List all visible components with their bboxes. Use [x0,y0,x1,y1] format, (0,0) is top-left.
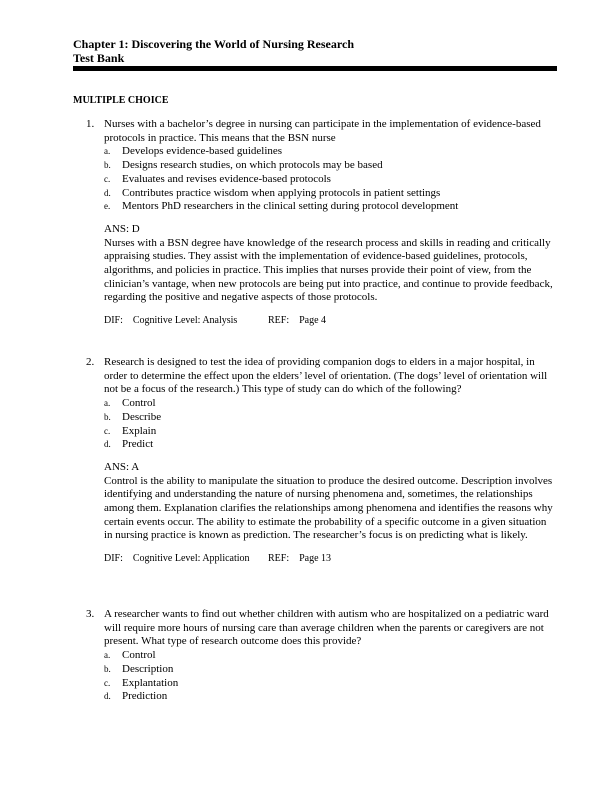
option-text: Designs research studies, on which protocols may be based [122,159,383,172]
option-e [104,200,556,214]
answer-options [104,649,556,704]
question-number: 1. [86,118,95,130]
option-d [104,187,556,201]
option-text: Control [122,397,156,410]
option-letter: a. [104,146,111,157]
option-letter: a. [104,650,111,661]
header-rule [73,66,557,71]
option-letter: b. [104,663,111,674]
page-header [73,37,557,65]
option-text: Explain [122,424,157,437]
answer-options [104,145,556,214]
page-reference: REF: Page 4 [268,315,327,327]
option-letter: b. [104,160,111,171]
test-bank-subtitle: Test Bank [73,51,125,65]
question-number: 3. [86,608,95,620]
page-reference: REF: Page 13 [268,553,332,565]
option-letter: d. [104,187,111,198]
question-number: 2. [86,356,95,368]
option-text: Explantation [122,676,179,689]
option-c [104,173,556,187]
option-letter: a. [104,398,111,409]
answer-rationale: Control is the ability to manipulate the situation to produce the desired outcome. Description involves identifying and understanding the nature of nursing phenomena and, sometimes, the relationships among them. Explanation clarifies the relationships among phenomena and identifies the reasons why certain events occur. The ability to estimate the probability of a specific outcome in a given situation in nursing practice is known as prediction. The researcher’s focus is on predicting what is likely. [104,474,553,542]
answer-key: ANS: A [104,460,140,473]
option-letter: c. [104,173,111,184]
option-text: Prediction [122,690,168,703]
option-text: Control [122,649,156,662]
option-d [104,438,556,452]
option-text: Evaluates and revises evidence-based protocols [122,172,331,185]
option-a [104,145,556,159]
option-c [104,677,556,691]
option-text: Contributes practice wisdom when applying protocols in patient settings [122,186,441,199]
option-letter: d. [104,439,111,450]
option-letter: e. [104,201,111,212]
option-letter: b. [104,411,111,422]
option-letter: d. [104,691,111,702]
option-text: Mentors PhD researchers in the clinical setting during protocol development [122,200,459,213]
option-b [104,663,556,677]
option-text: Describe [122,410,162,423]
option-a [104,649,556,663]
option-text: Description [122,662,174,675]
answer-block [104,461,556,543]
option-text: Predict [122,438,154,451]
question-meta [104,314,556,328]
chapter-title: Chapter 1: Discovering the World of Nursing Research [73,37,354,51]
question-2 [86,356,556,566]
answer-block [104,223,556,305]
section-title: MULTIPLE CHOICE [73,95,169,106]
answer-rationale: Nurses with a BSN degree have knowledge of the research process and skills in reading and critically appraising studies. They assist with the implementation of evidence-based guidelines, protocols, algorithms, and policies in practice. This implies that nurses provide their point of view, from the clinician’s vantage, when new protocols are being put into practice, and continue to provide feedback, regarding the positive and negative aspects of those protocols. [104,236,553,304]
option-c [104,425,556,439]
option-letter: c. [104,677,111,688]
option-a [104,397,556,411]
question-stem: Nurses with a bachelor’s degree in nursing can participate in the implementation of evidence-based protocols in practice. This means that the BSN nurse [104,118,541,144]
question-stem: Research is designed to test the idea of providing companion dogs to elders in a major hospital, in order to determine the effect upon the elders’ level of orientation. (The dogs’ level of orientation will not be a focus of the research.) This type of study can do which of the following? [104,356,548,396]
question-3 [86,608,556,704]
option-b [104,159,556,173]
difficulty-level: DIF: Cognitive Level: Application [104,553,250,565]
difficulty-level: DIF: Cognitive Level: Analysis [104,315,238,327]
question-meta [104,552,556,566]
answer-key: ANS: D [104,222,140,235]
option-text: Develops evidence-based guidelines [122,145,283,158]
option-b [104,411,556,425]
option-letter: c. [104,425,111,436]
question-1 [86,118,556,328]
answer-options [104,397,556,452]
option-d [104,690,556,704]
question-stem: A researcher wants to find out whether children with autism who are hospitalized on a pediatric ward will require more hours of nursing care than average children when the parents or caregivers are not present. What type of research outcome does this provide? [104,608,549,648]
